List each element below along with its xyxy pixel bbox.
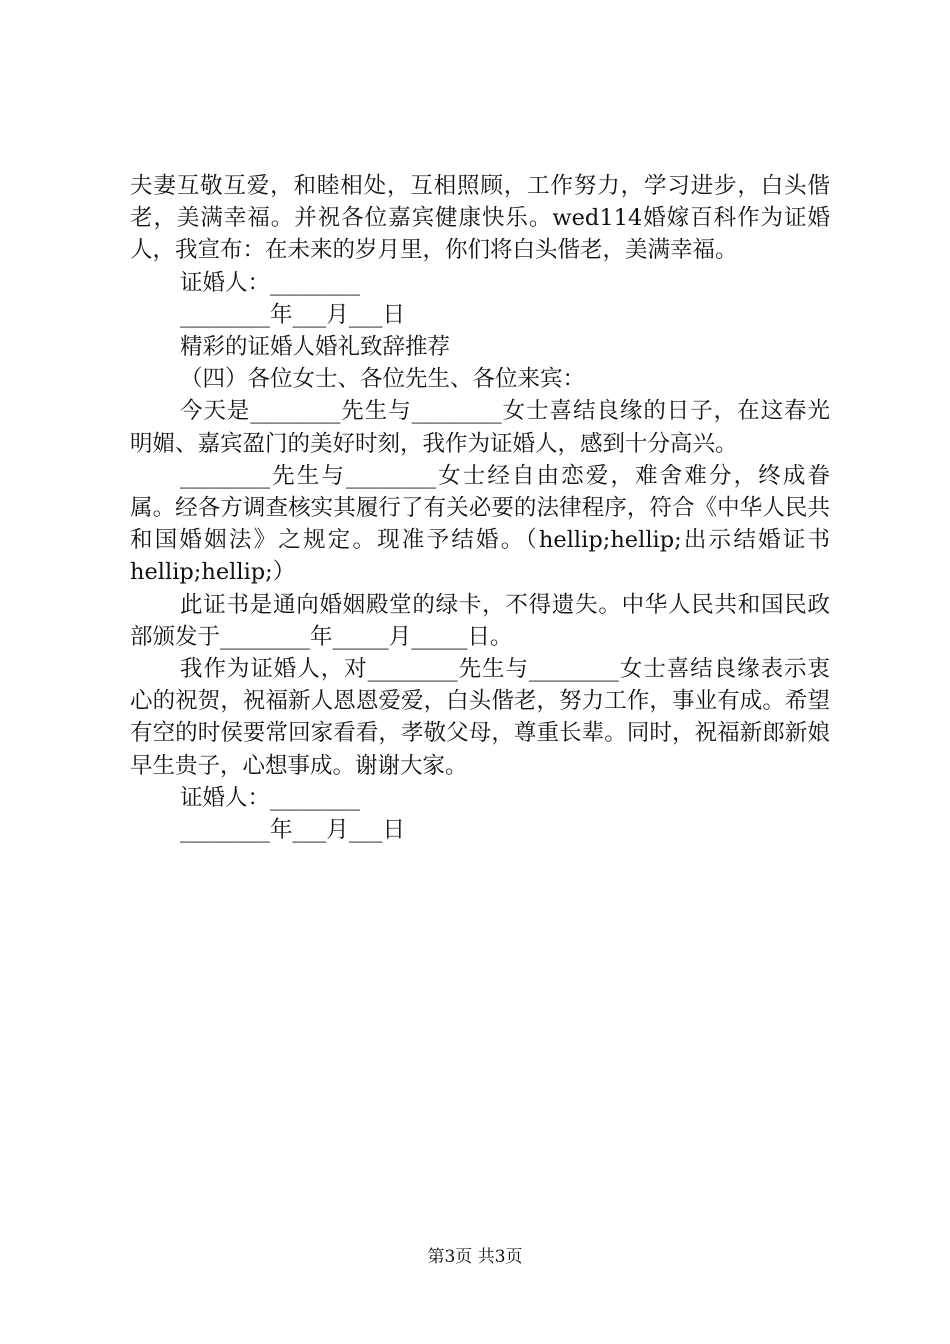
date-line: ________年___月___日 [180, 301, 406, 328]
date-line-2: ________年___月___日 [180, 817, 406, 844]
signature-line: 证婚人：________ [180, 269, 361, 296]
paragraph-marriage-approval: ________先生与________女士经自由恋爱，难舍难分，终成眷属。经各方调查核实其履行了有关必要的法律程序，符合《中华人民共和国婚姻法》之规定。现准予结婚。（hellip;hellip;出示结婚证书hellip;hellip;） [130, 462, 830, 586]
paragraph-intro: 今天是________先生与________女士喜结良缘的日子，在这春光明媚、嘉宾盈门的美好时刻，我作为证婚人，感到十分高兴。 [130, 398, 830, 457]
salutation: （四）各位女士、各位先生、各位来宾： [180, 366, 586, 393]
page-footer: 第3页 共3页 [427, 1247, 523, 1267]
paragraph-certificate: 此证书是通向婚姻殿堂的绿卡，不得遗失。中华人民共和国民政部颁发于________年_____月_____日。 [130, 591, 830, 650]
paragraph-blessing: 夫妻互敬互爱，和睦相处，互相照顾，工作努力，学习进步，白头偕老，美满幸福。并祝各位嘉宾健康快乐。wed114婚嫁百科作为证婚人，我宣布：在未来的岁月里，你们将白头偕老，美满幸福。 [130, 173, 830, 264]
signature-line-2: 证婚人：________ [180, 784, 361, 811]
paragraph-congratulations: 我作为证婚人，对________先生与________女士喜结良缘表示衷心的祝贺，祝福新人恩恩爱爱，白头偕老，努力工作，事业有成。希望有空的时侯要常回家看看，孝敬父母，尊重长辈。同时，祝福新郎新娘早生贵子，心想事成。谢谢大家。 [130, 656, 830, 779]
document-body [130, 170, 830, 846]
section-heading: 精彩的证婚人婚礼致辞推荐 [180, 334, 451, 361]
